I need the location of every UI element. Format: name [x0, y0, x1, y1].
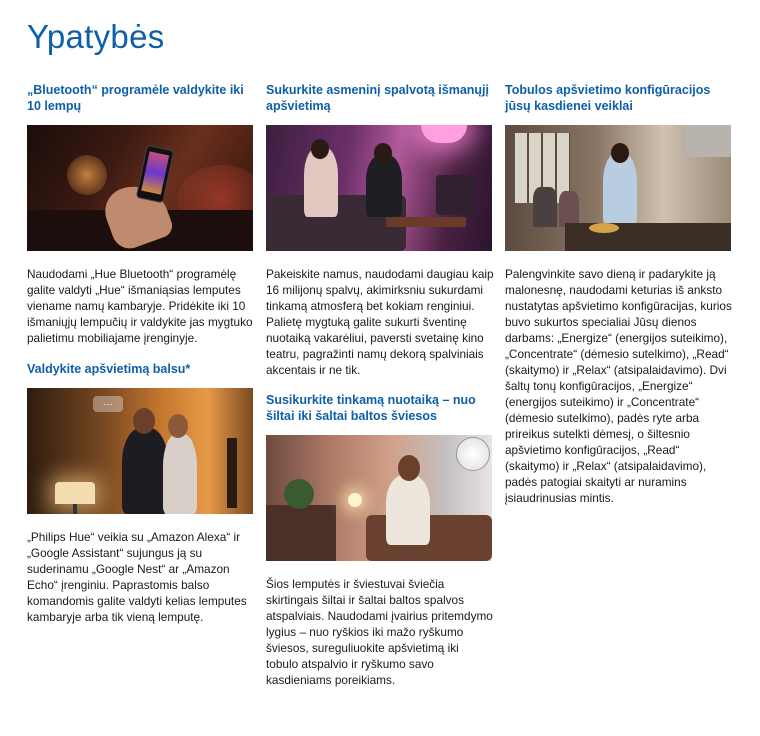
feature-heading: „Bluetooth“ programėle valdykite iki 10 lempų — [27, 83, 244, 113]
feature-text: „Philips Hue“ veikia su „Amazon Alexa“ ir „Google Assistant“ sujungus ją su suderinamu „Google Nest“ ar „Amazon Echo“ įrenginiu. Paprastomis balso komandomis galite valdyti kelias lemputes kambaryje arba tik vieną lemputę. — [27, 530, 247, 624]
feature-white-light — [266, 392, 494, 688]
feature-light-recipes — [505, 82, 733, 506]
living-room-colored-light-image — [266, 125, 492, 251]
kitchen-cooking-image — [505, 125, 731, 251]
voice-control-couple-image: … — [27, 388, 253, 514]
page-title: Ypatybės — [27, 18, 165, 55]
feature-text: Šios lemputės ir šviestuvai šviečia skirtingais šiltai ir šaltai baltos spalvos atspalviais. Naudodami įvairius pritemdymo lygius – nuo ryškios iki mažo ryškumo šviesos, sureguliuokite apšvietimą iki tobulo atspalvio ir ryškumo savo kasdieniams poreikiams. — [266, 577, 493, 687]
feature-column-2 — [266, 82, 494, 688]
feature-heading: Susikurkite tinkamą nuotaiką – nuo šiltai iki šaltai baltos šviesos — [266, 393, 476, 423]
feature-color-light — [266, 82, 494, 378]
feature-text: Pakeiskite namus, naudodami daugiau kaip 16 milijonų spalvų, akimirksniu sukurdami tinkamą atmosferą bet kokiam renginiui. Palietę mygtuką galite sukurti šventinę nuotaiką vakarėliui, paversti svetainę kino teatru, pagražinti namų dekorą spalviniais akcentais ir ne tik. — [266, 267, 494, 377]
feature-heading: Valdykite apšvietimą balsu* — [27, 362, 191, 376]
feature-column-1 — [27, 82, 255, 625]
feature-bluetooth — [27, 82, 255, 346]
feature-heading: Tobulos apšvietimo konfigūracijos jūsų kasdienei veiklai — [505, 83, 711, 113]
feature-text: Naudodami „Hue Bluetooth“ programėlę galite valdyti „Hue“ išmaniąsias lemputes viename namų kambaryje. Pridėkite iki 10 išmaniųjų lempučių ir valdykite jas mygtuko palietimu mobiliajame įrenginyje. — [27, 267, 253, 345]
man-with-remote-image — [266, 435, 492, 561]
feature-voice-control — [27, 361, 255, 625]
feature-text: Palengvinkite savo dieną ir padarykite ją malonesnę, naudodami keturias iš anksto nustatytas apšvietimo konfigūracijas, kurios buvo sukurtos specialiai Jūsų dienos darbams: „Energize“ (energijos suteikimo), „Concentrate“ (dėmesio sutelkimo), „Read“ (skaitymo) ir „Relax“ (atsipalaidavimo). Dvi šaltų tonų konfigūracijos, „Energize“ (energijos suteikimo) ir „Concentrate“ (dėmesio sutelkimo), padės ryte arba prireikus sutelkti dėmesį, o šiltesnio apšvietimo konfigūracijos, „Read“ (skaitymo) ir „Relax“ (atsipalaidavimo), padės patogiai skaityti ar nuramins įsiaudrinusias mintis. — [505, 267, 732, 505]
feature-column-3 — [505, 82, 733, 506]
feature-heading: Sukurkite asmeninį spalvotą išmanųjį apšvietimą — [266, 83, 489, 113]
smartphone-hue-app-image — [27, 125, 253, 251]
